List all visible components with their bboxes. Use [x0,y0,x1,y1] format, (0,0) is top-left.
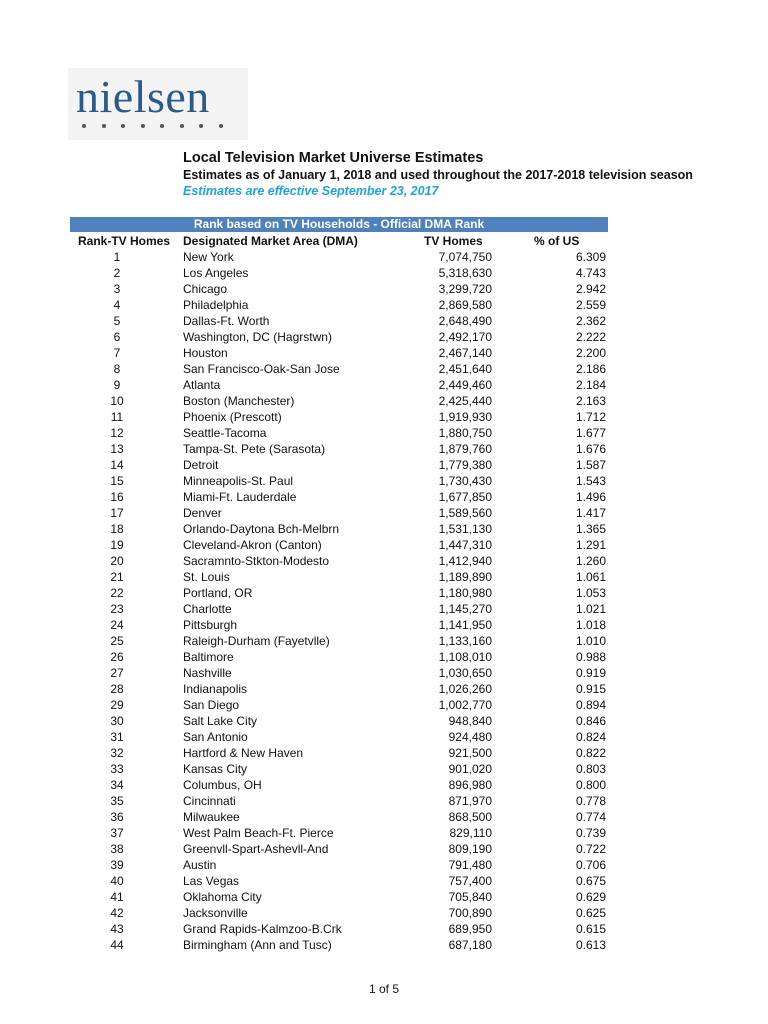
table-row [0,297,768,313]
cell-tv-homes: 1,730,430 [438,474,492,488]
table-row [0,777,768,793]
page-number: 1 of 5 [368,982,400,996]
cell-tv-homes: 829,110 [449,826,492,840]
cell-tv-homes: 868,500 [448,810,492,824]
table-row [0,617,768,633]
cell-rank: 23 [110,602,124,616]
cell-tv-homes: 2,425,440 [438,394,492,408]
cell-percent-us: 1.496 [575,490,606,504]
table-row [0,313,768,329]
cell-percent-us: 2.942 [575,282,606,296]
cell-rank: 34 [110,778,124,792]
cell-percent-us: 0.824 [575,730,606,744]
cell-tv-homes: 687,180 [448,938,492,952]
table-row [0,905,768,921]
cell-percent-us: 0.774 [575,810,606,824]
cell-dma: San Diego [183,698,240,712]
cell-rank: 3 [113,282,121,296]
cell-rank: 26 [110,650,124,664]
table-row [0,249,768,265]
cell-percent-us: 1.712 [575,410,606,424]
cell-dma: Milwaukee [183,810,240,824]
cell-percent-us: 1.676 [575,442,606,456]
table-row [0,473,768,489]
cell-tv-homes: 871,970 [448,794,492,808]
cell-rank: 5 [113,314,121,328]
cell-percent-us: 1.061 [575,570,606,584]
table-row [0,649,768,665]
cell-dma: Atlanta [183,378,221,392]
cell-rank: 33 [110,762,124,776]
table-row [0,537,768,553]
cell-dma: Columbus, OH [183,778,262,792]
table-row [0,265,768,281]
cell-percent-us: 0.988 [575,650,606,664]
table-header-row [0,233,768,249]
nielsen-logo [68,68,248,140]
cell-percent-us: 2.559 [575,298,606,312]
cell-rank: 38 [110,842,124,856]
cell-rank: 13 [110,442,124,456]
cell-rank: 39 [110,858,124,872]
cell-rank: 22 [110,586,124,600]
cell-percent-us: 0.778 [575,794,606,808]
cell-tv-homes: 1,677,850 [438,490,492,504]
cell-rank: 32 [110,746,124,760]
document-title: Local Television Market Universe Estimates [183,150,484,166]
table-row [0,393,768,409]
cell-rank: 21 [110,570,124,584]
cell-tv-homes: 1,189,890 [438,570,492,584]
cell-rank: 27 [110,666,124,680]
cell-dma: West Palm Beach-Ft. Pierce [183,826,334,840]
cell-tv-homes: 1,919,930 [438,410,492,424]
table-row [0,329,768,345]
cell-tv-homes: 901,020 [448,762,492,776]
cell-rank: 24 [110,618,124,632]
table-row [0,505,768,521]
cell-rank: 18 [110,522,124,536]
table-row [0,377,768,393]
cell-rank: 25 [110,634,124,648]
cell-percent-us: 1.018 [575,618,606,632]
table-row [0,681,768,697]
cell-rank: 2 [113,266,121,280]
cell-dma: San Antonio [183,730,248,744]
cell-rank: 6 [113,330,121,344]
cell-tv-homes: 2,451,640 [438,362,492,376]
cell-dma: Boston (Manchester) [183,394,295,408]
cell-percent-us: 0.722 [575,842,606,856]
cell-rank: 11 [110,410,124,424]
table-row [0,889,768,905]
cell-tv-homes: 2,467,140 [438,346,492,360]
cell-tv-homes: 689,950 [448,922,492,936]
cell-tv-homes: 809,190 [448,842,492,856]
cell-rank: 8 [113,362,121,376]
cell-percent-us: 1.260 [575,554,606,568]
cell-percent-us: 1.291 [575,538,606,552]
cell-tv-homes: 1,779,380 [438,458,492,472]
cell-dma: Chicago [183,282,228,296]
cell-rank: 20 [110,554,124,568]
table-body [0,249,768,953]
table-row [0,873,768,889]
cell-dma: Raleigh-Durham (Fayetvlle) [183,634,330,648]
cell-tv-homes: 1,412,940 [438,554,492,568]
cell-percent-us: 0.894 [575,698,606,712]
cell-dma: Philadelphia [183,298,249,312]
cell-tv-homes: 1,880,750 [438,426,492,440]
table-banner: Rank based on TV Households - Official DMA Rank [70,217,608,232]
table-row [0,553,768,569]
column-header-rank: Rank-TV Homes [78,234,171,248]
cell-percent-us: 0.615 [575,922,606,936]
cell-percent-us: 0.675 [575,874,606,888]
cell-tv-homes: 700,890 [448,906,492,920]
cell-tv-homes: 705,840 [448,890,492,904]
table-row [0,569,768,585]
cell-tv-homes: 1,141,950 [438,618,492,632]
table-row [0,601,768,617]
cell-dma: Detroit [183,458,219,472]
cell-percent-us: 0.739 [575,826,606,840]
cell-tv-homes: 1,133,160 [438,634,492,648]
cell-dma: Indianapolis [183,682,248,696]
cell-tv-homes: 3,299,720 [438,282,492,296]
column-header-tv-homes: TV Homes [424,234,483,248]
cell-tv-homes: 924,480 [448,730,492,744]
table-row [0,809,768,825]
table-row [0,841,768,857]
cell-dma: Salt Lake City [183,714,258,728]
cell-percent-us: 2.222 [575,330,606,344]
cell-rank: 28 [110,682,124,696]
table-row [0,761,768,777]
cell-rank: 9 [113,378,121,392]
table-row [0,345,768,361]
cell-rank: 7 [113,346,121,360]
effective-date-note: Estimates are effective September 23, 2017 [183,184,439,198]
table-row [0,937,768,953]
cell-rank: 31 [110,730,124,744]
cell-rank: 12 [110,426,124,440]
cell-rank: 16 [110,490,124,504]
cell-dma: Houston [183,346,228,360]
table-row [0,489,768,505]
cell-dma: Charlotte [183,602,232,616]
cell-dma: Las Vegas [183,874,240,888]
cell-tv-homes: 1,030,650 [438,666,492,680]
cell-rank: 37 [110,826,124,840]
cell-percent-us: 1.365 [575,522,606,536]
cell-dma: Phoenix (Prescott) [183,410,282,424]
cell-percent-us: 0.625 [575,906,606,920]
cell-percent-us: 0.706 [575,858,606,872]
table-row [0,457,768,473]
cell-tv-homes: 1,589,560 [438,506,492,520]
table-row [0,745,768,761]
cell-rank: 4 [113,298,121,312]
cell-percent-us: 1.543 [575,474,606,488]
cell-percent-us: 1.587 [575,458,606,472]
table-row [0,665,768,681]
table-row [0,409,768,425]
cell-dma: Dallas-Ft. Worth [183,314,270,328]
cell-rank: 43 [110,922,124,936]
cell-rank: 36 [110,810,124,824]
cell-tv-homes: 921,500 [448,746,492,760]
cell-rank: 30 [110,714,124,728]
cell-dma: Miami-Ft. Lauderdale [183,490,297,504]
table-row [0,281,768,297]
cell-tv-homes: 896,980 [448,778,492,792]
table-row [0,729,768,745]
table-row [0,713,768,729]
cell-tv-homes: 7,074,750 [438,250,492,264]
table-row [0,425,768,441]
table-row [0,521,768,537]
cell-tv-homes: 2,492,170 [438,330,492,344]
cell-rank: 29 [110,698,124,712]
cell-dma: Baltimore [183,650,234,664]
cell-dma: Seattle-Tacoma [183,426,267,440]
cell-dma: Hartford & New Haven [183,746,304,760]
cell-rank: 41 [110,890,124,904]
cell-dma: Jacksonville [183,906,248,920]
cell-tv-homes: 1,145,270 [438,602,492,616]
cell-rank: 35 [110,794,124,808]
cell-percent-us: 6.309 [575,250,606,264]
cell-tv-homes: 1,026,260 [438,682,492,696]
table-row [0,825,768,841]
cell-tv-homes: 757,400 [448,874,492,888]
cell-percent-us: 1.677 [575,426,606,440]
cell-tv-homes: 2,869,580 [438,298,492,312]
table-row [0,361,768,377]
cell-rank: 1 [113,250,121,264]
cell-tv-homes: 948,840 [448,714,492,728]
cell-dma: New York [183,250,234,264]
cell-dma: Oklahoma City [183,890,262,904]
cell-percent-us: 0.629 [575,890,606,904]
cell-rank: 44 [110,938,124,952]
document-subtitle: Estimates as of January 1, 2018 and used throughout the 2017-2018 television season [183,168,693,182]
column-header-percent-us: % of US [534,234,580,248]
table-row [0,633,768,649]
cell-tv-homes: 1,447,310 [438,538,492,552]
cell-rank: 40 [110,874,124,888]
cell-percent-us: 0.613 [575,938,606,952]
cell-percent-us: 2.163 [575,394,606,408]
cell-dma: Cincinnati [183,794,236,808]
cell-tv-homes: 1,108,010 [438,650,492,664]
table-row [0,441,768,457]
cell-percent-us: 0.803 [575,762,606,776]
cell-rank: 17 [110,506,124,520]
cell-percent-us: 0.800 [575,778,606,792]
cell-tv-homes: 1,531,130 [438,522,492,536]
cell-dma: Tampa-St. Pete (Sarasota) [183,442,326,456]
table-row [0,857,768,873]
cell-tv-homes: 5,318,630 [438,266,492,280]
cell-percent-us: 0.846 [575,714,606,728]
logo-wordmark: nielsen [76,71,210,122]
logo-dots-decoration [82,124,242,132]
cell-dma: Pittsburgh [183,618,238,632]
cell-tv-homes: 2,449,460 [438,378,492,392]
cell-rank: 10 [110,394,124,408]
table-row [0,585,768,601]
cell-dma: Birmingham (Ann and Tusc) [183,938,332,952]
cell-percent-us: 2.200 [575,346,606,360]
cell-tv-homes: 1,879,760 [438,442,492,456]
cell-rank: 15 [110,474,124,488]
cell-tv-homes: 1,002,770 [438,698,492,712]
cell-percent-us: 0.919 [575,666,606,680]
table-row [0,697,768,713]
cell-percent-us: 2.362 [575,314,606,328]
cell-percent-us: 1.417 [575,506,606,520]
cell-dma: Orlando-Daytona Bch-Melbrn [183,522,340,536]
cell-percent-us: 2.186 [575,362,606,376]
cell-dma: Minneapolis-St. Paul [183,474,294,488]
cell-dma: Los Angeles [183,266,249,280]
cell-dma: Portland, OR [183,586,253,600]
cell-dma: Greenvll-Spart-Ashevll-And [183,842,329,856]
cell-dma: Grand Rapids-Kalmzoo-B.Crk [183,922,342,936]
cell-dma: Austin [183,858,217,872]
cell-tv-homes: 2,648,490 [438,314,492,328]
cell-dma: Nashville [183,666,232,680]
cell-tv-homes: 1,180,980 [438,586,492,600]
cell-percent-us: 1.010 [575,634,606,648]
cell-percent-us: 4.743 [575,266,606,280]
cell-tv-homes: 791,480 [448,858,492,872]
cell-percent-us: 1.021 [575,602,606,616]
cell-dma: Washington, DC (Hagrstwn) [183,330,332,344]
cell-percent-us: 2.184 [575,378,606,392]
cell-rank: 19 [110,538,124,552]
cell-dma: San Francisco-Oak-San Jose [183,362,340,376]
cell-dma: Kansas City [183,762,248,776]
cell-dma: St. Louis [183,570,230,584]
table-row [0,793,768,809]
cell-percent-us: 0.915 [575,682,606,696]
cell-rank: 14 [110,458,124,472]
cell-dma: Cleveland-Akron (Canton) [183,538,322,552]
cell-percent-us: 1.053 [575,586,606,600]
cell-percent-us: 0.822 [575,746,606,760]
cell-dma: Denver [183,506,222,520]
cell-rank: 42 [110,906,124,920]
column-header-dma: Designated Market Area (DMA) [183,234,358,248]
table-row [0,921,768,937]
cell-dma: Sacramnto-Stkton-Modesto [183,554,330,568]
